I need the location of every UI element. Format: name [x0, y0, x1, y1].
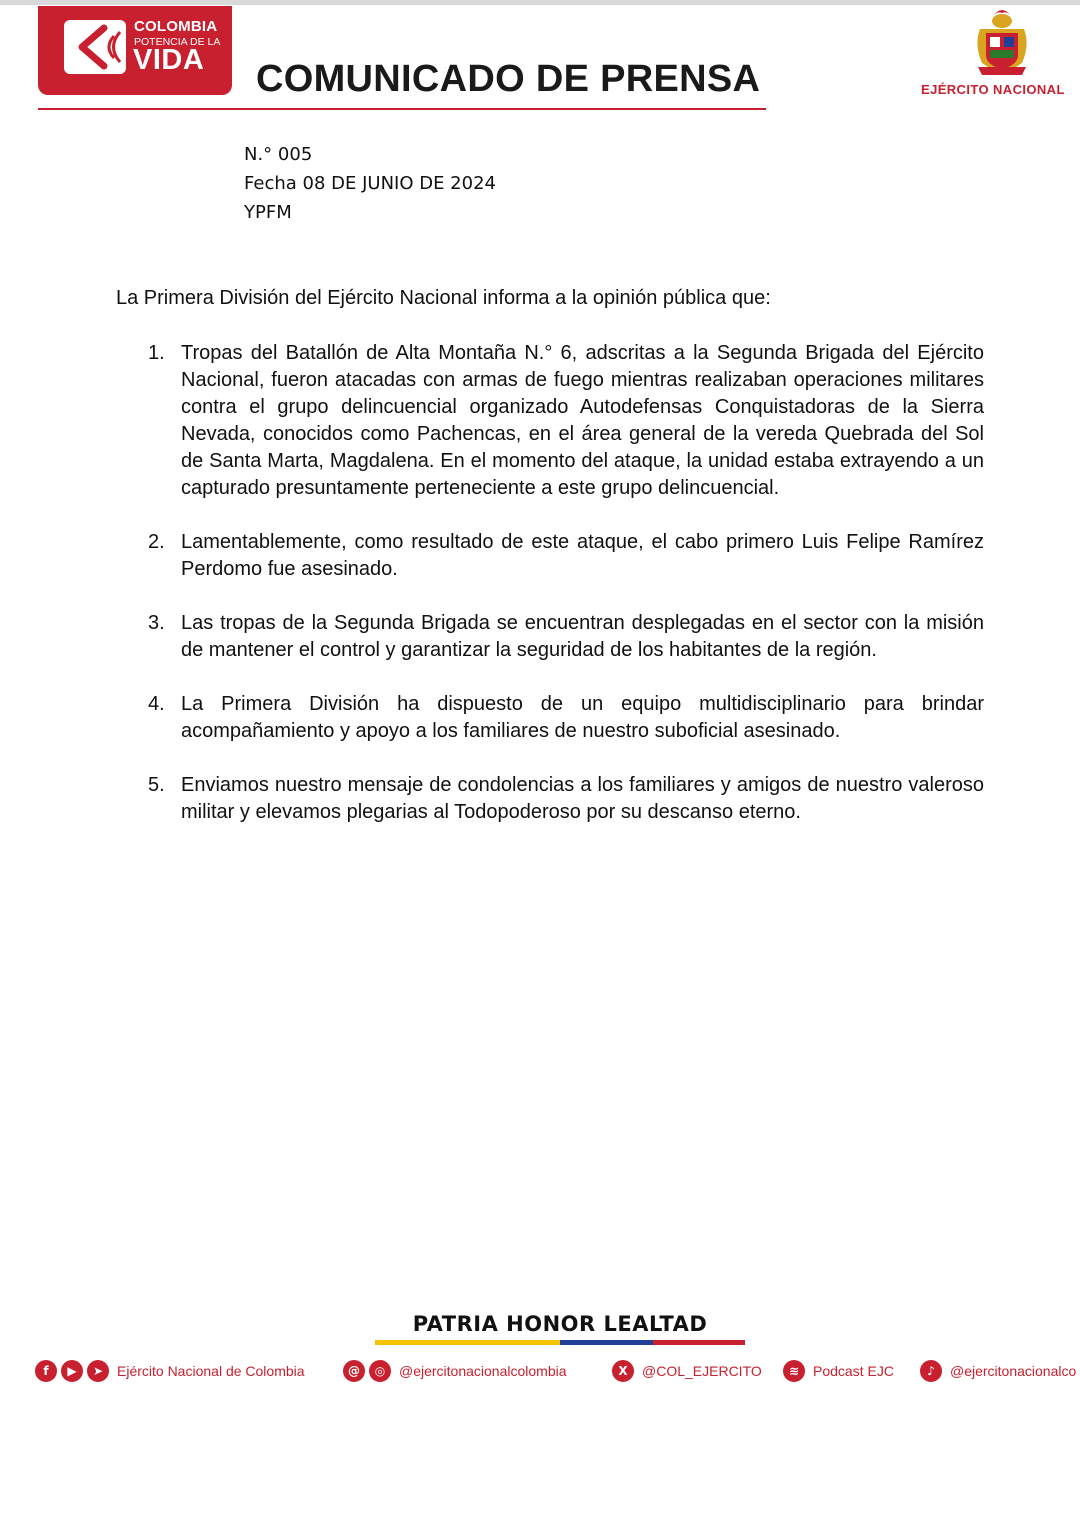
list-item-text: Enviamos nuestro mensaje de condolencias a los familiares y amigos de nuestro valeroso militar y elevamos plegarias al Todopoderoso por su descanso eterno. [181, 774, 984, 823]
instagram-icon[interactable]: ◎ [369, 1360, 391, 1382]
social-spotify[interactable] [783, 1358, 894, 1384]
army-crest-icon [972, 5, 1032, 79]
statement-list [146, 340, 984, 853]
army-label: EJÉRCITO NACIONAL [921, 82, 1065, 97]
list-item-number: 4. [148, 693, 165, 715]
logo-line-3: VIDA [133, 44, 205, 76]
document-meta [244, 140, 496, 227]
social-label[interactable]: @ejercitonacionalco [950, 1363, 1077, 1379]
list-item [146, 340, 984, 502]
youtube-icon[interactable]: ▶ [61, 1360, 83, 1382]
list-item [146, 772, 984, 826]
list-item-text: Las tropas de la Segunda Brigada se encuentran desplegadas en el sector con la misión de mantener el control y garantizar la seguridad de los habitantes de la región. [181, 612, 984, 661]
colombia-logo-icon [64, 20, 126, 74]
facebook-icon[interactable]: f [35, 1360, 57, 1382]
logo-line-2: POTENCIA DE LA [134, 36, 221, 48]
top-bar [0, 0, 1080, 5]
social-label[interactable]: @ejercitonacionalcolombia [399, 1363, 567, 1379]
document-code: YPFM [244, 202, 292, 223]
intro-paragraph: La Primera División del Ejército Nacional informa a la opinión pública que: [116, 287, 771, 309]
document-date: Fecha 08 DE JUNIO DE 2024 [244, 173, 496, 194]
document-number: N.° 005 [244, 144, 313, 165]
social-tiktok[interactable] [920, 1358, 1076, 1384]
list-item-number: 3. [148, 612, 165, 634]
list-item-text: La Primera División ha dispuesto de un equipo multidisciplinario para brindar acompañamiento y apoyo a los familiares de nuestro suboficial asesinado. [181, 693, 984, 742]
social-label[interactable]: Ejército Nacional de Colombia [117, 1363, 305, 1379]
social-facebook-youtube-telegram[interactable] [35, 1358, 305, 1384]
flag-stripe [375, 1340, 745, 1345]
list-item-number: 5. [148, 774, 165, 796]
spotify-icon[interactable]: ≋ [783, 1360, 805, 1382]
flag-yellow [375, 1340, 560, 1345]
x-icon[interactable]: X [612, 1360, 634, 1382]
tiktok-icon[interactable]: ♪ [920, 1360, 942, 1382]
list-item-text: Tropas del Batallón de Alta Montaña N.° 6, adscritas a la Segunda Brigada del Ejército Nacional, fueron atacadas con armas de fuego mientras realizaban operaciones militares contra el grupo delincuencial organizado Autodefensas Conquistadoras de la Sierra Nevada, conocidos como Pachencas, en el área general de la vereda Quebrada del Sol de Santa Marta, Magdalena. En el momento del ataque, la unidad estaba extrayendo a un capturado presuntamente perteneciente a este grupo delincuencial. [181, 342, 984, 499]
list-item [146, 610, 984, 664]
social-label[interactable]: Podcast EJC [813, 1363, 894, 1379]
flag-red [653, 1340, 746, 1345]
colombia-potencia-logo [38, 6, 232, 95]
page-title: COMUNICADO DE PRENSA [256, 58, 761, 100]
telegram-icon[interactable]: ➤ [87, 1360, 109, 1382]
list-item-text: Lamentablemente, como resultado de este ataque, el cabo primero Luis Felipe Ramírez Perdomo fue asesinado. [181, 531, 984, 580]
list-item-number: 1. [148, 342, 165, 364]
flag-blue [560, 1340, 653, 1345]
social-threads-instagram[interactable] [343, 1358, 567, 1384]
threads-icon[interactable]: @ [343, 1360, 365, 1382]
list-item [146, 529, 984, 583]
social-label[interactable]: @COL_EJERCITO [642, 1363, 762, 1379]
list-item [146, 691, 984, 745]
list-item-number: 2. [148, 531, 165, 553]
social-x[interactable] [612, 1358, 762, 1384]
logo-line-1: COLOMBIA [134, 18, 218, 35]
title-divider [38, 108, 766, 110]
footer-motto: PATRIA HONOR LEALTAD [412, 1312, 708, 1336]
